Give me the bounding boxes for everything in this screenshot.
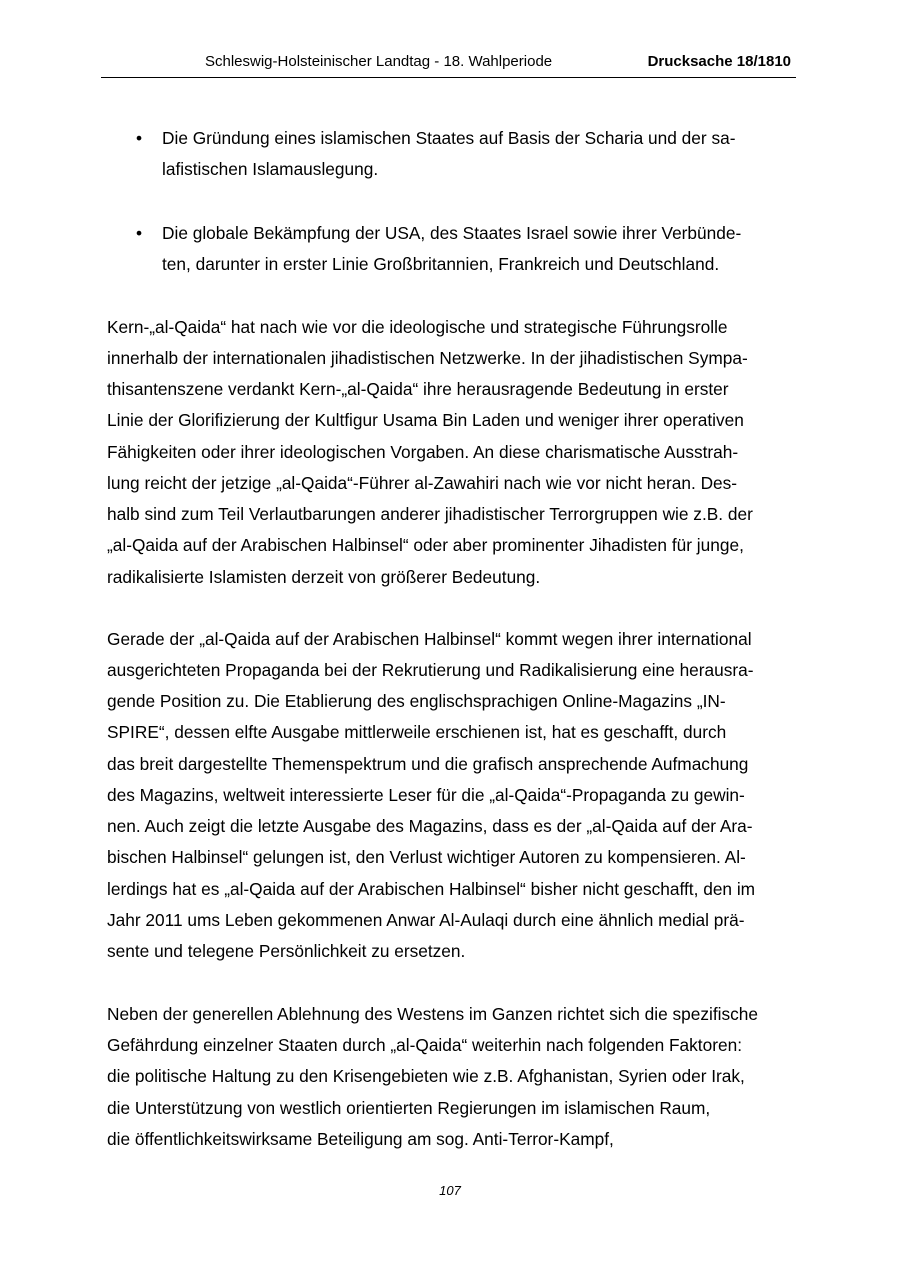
paragraph-line: das breit dargestellte Themenspektrum und die grafisch ansprechende Aufmachung xyxy=(107,754,749,774)
paragraph-line: gende Position zu. Die Etablierung des englischsprachigen Online-Magazins „IN- xyxy=(107,691,726,711)
header-title: Schleswig-Holsteinischer Landtag - 18. Wahlperiode xyxy=(205,53,553,70)
bullet-marker: • xyxy=(136,128,143,148)
paragraph-line: lerdings hat es „al-Qaida auf der Arabischen Halbinsel“ bisher nicht geschafft, den im xyxy=(107,879,756,899)
paragraph-line: Fähigkeiten oder ihrer ideologischen Vorgaben. An diese charismatische Ausstrah- xyxy=(107,442,739,462)
bullet-line: lafistischen Islamauslegung. xyxy=(162,159,379,179)
paragraph-line: ausgerichteten Propaganda bei der Rekrutierung und Radikalisierung eine herausra- xyxy=(107,660,754,680)
paragraph-line: halb sind zum Teil Verlautbarungen anderer jihadistischer Terrorgruppen wie z.B. der xyxy=(107,504,753,524)
paragraph-line: bischen Halbinsel“ gelungen ist, den Verlust wichtiger Autoren zu kompensieren. Al- xyxy=(107,847,746,867)
header-doc-number: Drucksache 18/1810 xyxy=(647,53,791,70)
paragraph-line: lung reicht der jetzige „al-Qaida“-Führer al-Zawahiri nach wie vor nicht heran. Des- xyxy=(107,473,738,493)
paragraph-line: innerhalb der internationalen jihadistischen Netzwerke. In der jihadistischen Sympa- xyxy=(107,348,748,368)
paragraph-line: nen. Auch zeigt die letzte Ausgabe des Magazins, dass es der „al-Qaida auf der Ara- xyxy=(107,816,753,836)
paragraph-line: SPIRE“, dessen elfte Ausgabe mittlerweile erschienen ist, hat es geschafft, durch xyxy=(107,722,727,742)
paragraph-line: Gerade der „al-Qaida auf der Arabischen Halbinsel“ kommt wegen ihrer international xyxy=(107,629,752,649)
paragraph-line: sente und telegene Persönlichkeit zu ersetzen. xyxy=(107,941,466,961)
paragraph-line: die politische Haltung zu den Krisengebieten wie z.B. Afghanistan, Syrien oder Irak, xyxy=(107,1066,745,1086)
paragraph-line: Kern-„al-Qaida“ hat nach wie vor die ideologische und strategische Führungsrolle xyxy=(107,317,728,337)
page-number: 107 xyxy=(439,1183,461,1198)
paragraph-line: die öffentlichkeitswirksame Beteiligung am sog. Anti-Terror-Kampf, xyxy=(107,1129,614,1149)
paragraph-line: des Magazins, weltweit interessierte Leser für die „al-Qaida“-Propaganda zu gewin- xyxy=(107,785,745,805)
paragraph-line: Gefährdung einzelner Staaten durch „al-Qaida“ weiterhin nach folgenden Faktoren: xyxy=(107,1035,742,1055)
paragraph-line: Neben der generellen Ablehnung des Westens im Ganzen richtet sich die spezifische xyxy=(107,1004,758,1024)
bullet-marker: • xyxy=(136,223,143,243)
paragraph-line: Jahr 2011 ums Leben gekommenen Anwar Al-Aulaqi durch eine ähnlich medial prä- xyxy=(107,910,745,930)
bullet-line: Die Gründung eines islamischen Staates auf Basis der Scharia und der sa- xyxy=(162,128,736,148)
paragraph-line: thisantenszene verdankt Kern-„al-Qaida“ ihre herausragende Bedeutung in erster xyxy=(107,379,729,399)
paragraph-line: die Unterstützung von westlich orientierten Regierungen im islamischen Raum, xyxy=(107,1098,711,1118)
paragraph-line: Linie der Glorifizierung der Kultfigur Usama Bin Laden und weniger ihrer operativen xyxy=(107,410,744,430)
bullet-line: ten, darunter in erster Linie Großbritannien, Frankreich und Deutschland. xyxy=(162,254,720,274)
page-header xyxy=(101,51,796,78)
paragraph-line: radikalisierte Islamisten derzeit von größerer Bedeutung. xyxy=(107,567,541,587)
paragraph-line: „al-Qaida auf der Arabischen Halbinsel“ oder aber prominenter Jihadisten für junge, xyxy=(107,535,744,555)
bullet-line: Die globale Bekämpfung der USA, des Staates Israel sowie ihrer Verbünde- xyxy=(162,223,742,243)
